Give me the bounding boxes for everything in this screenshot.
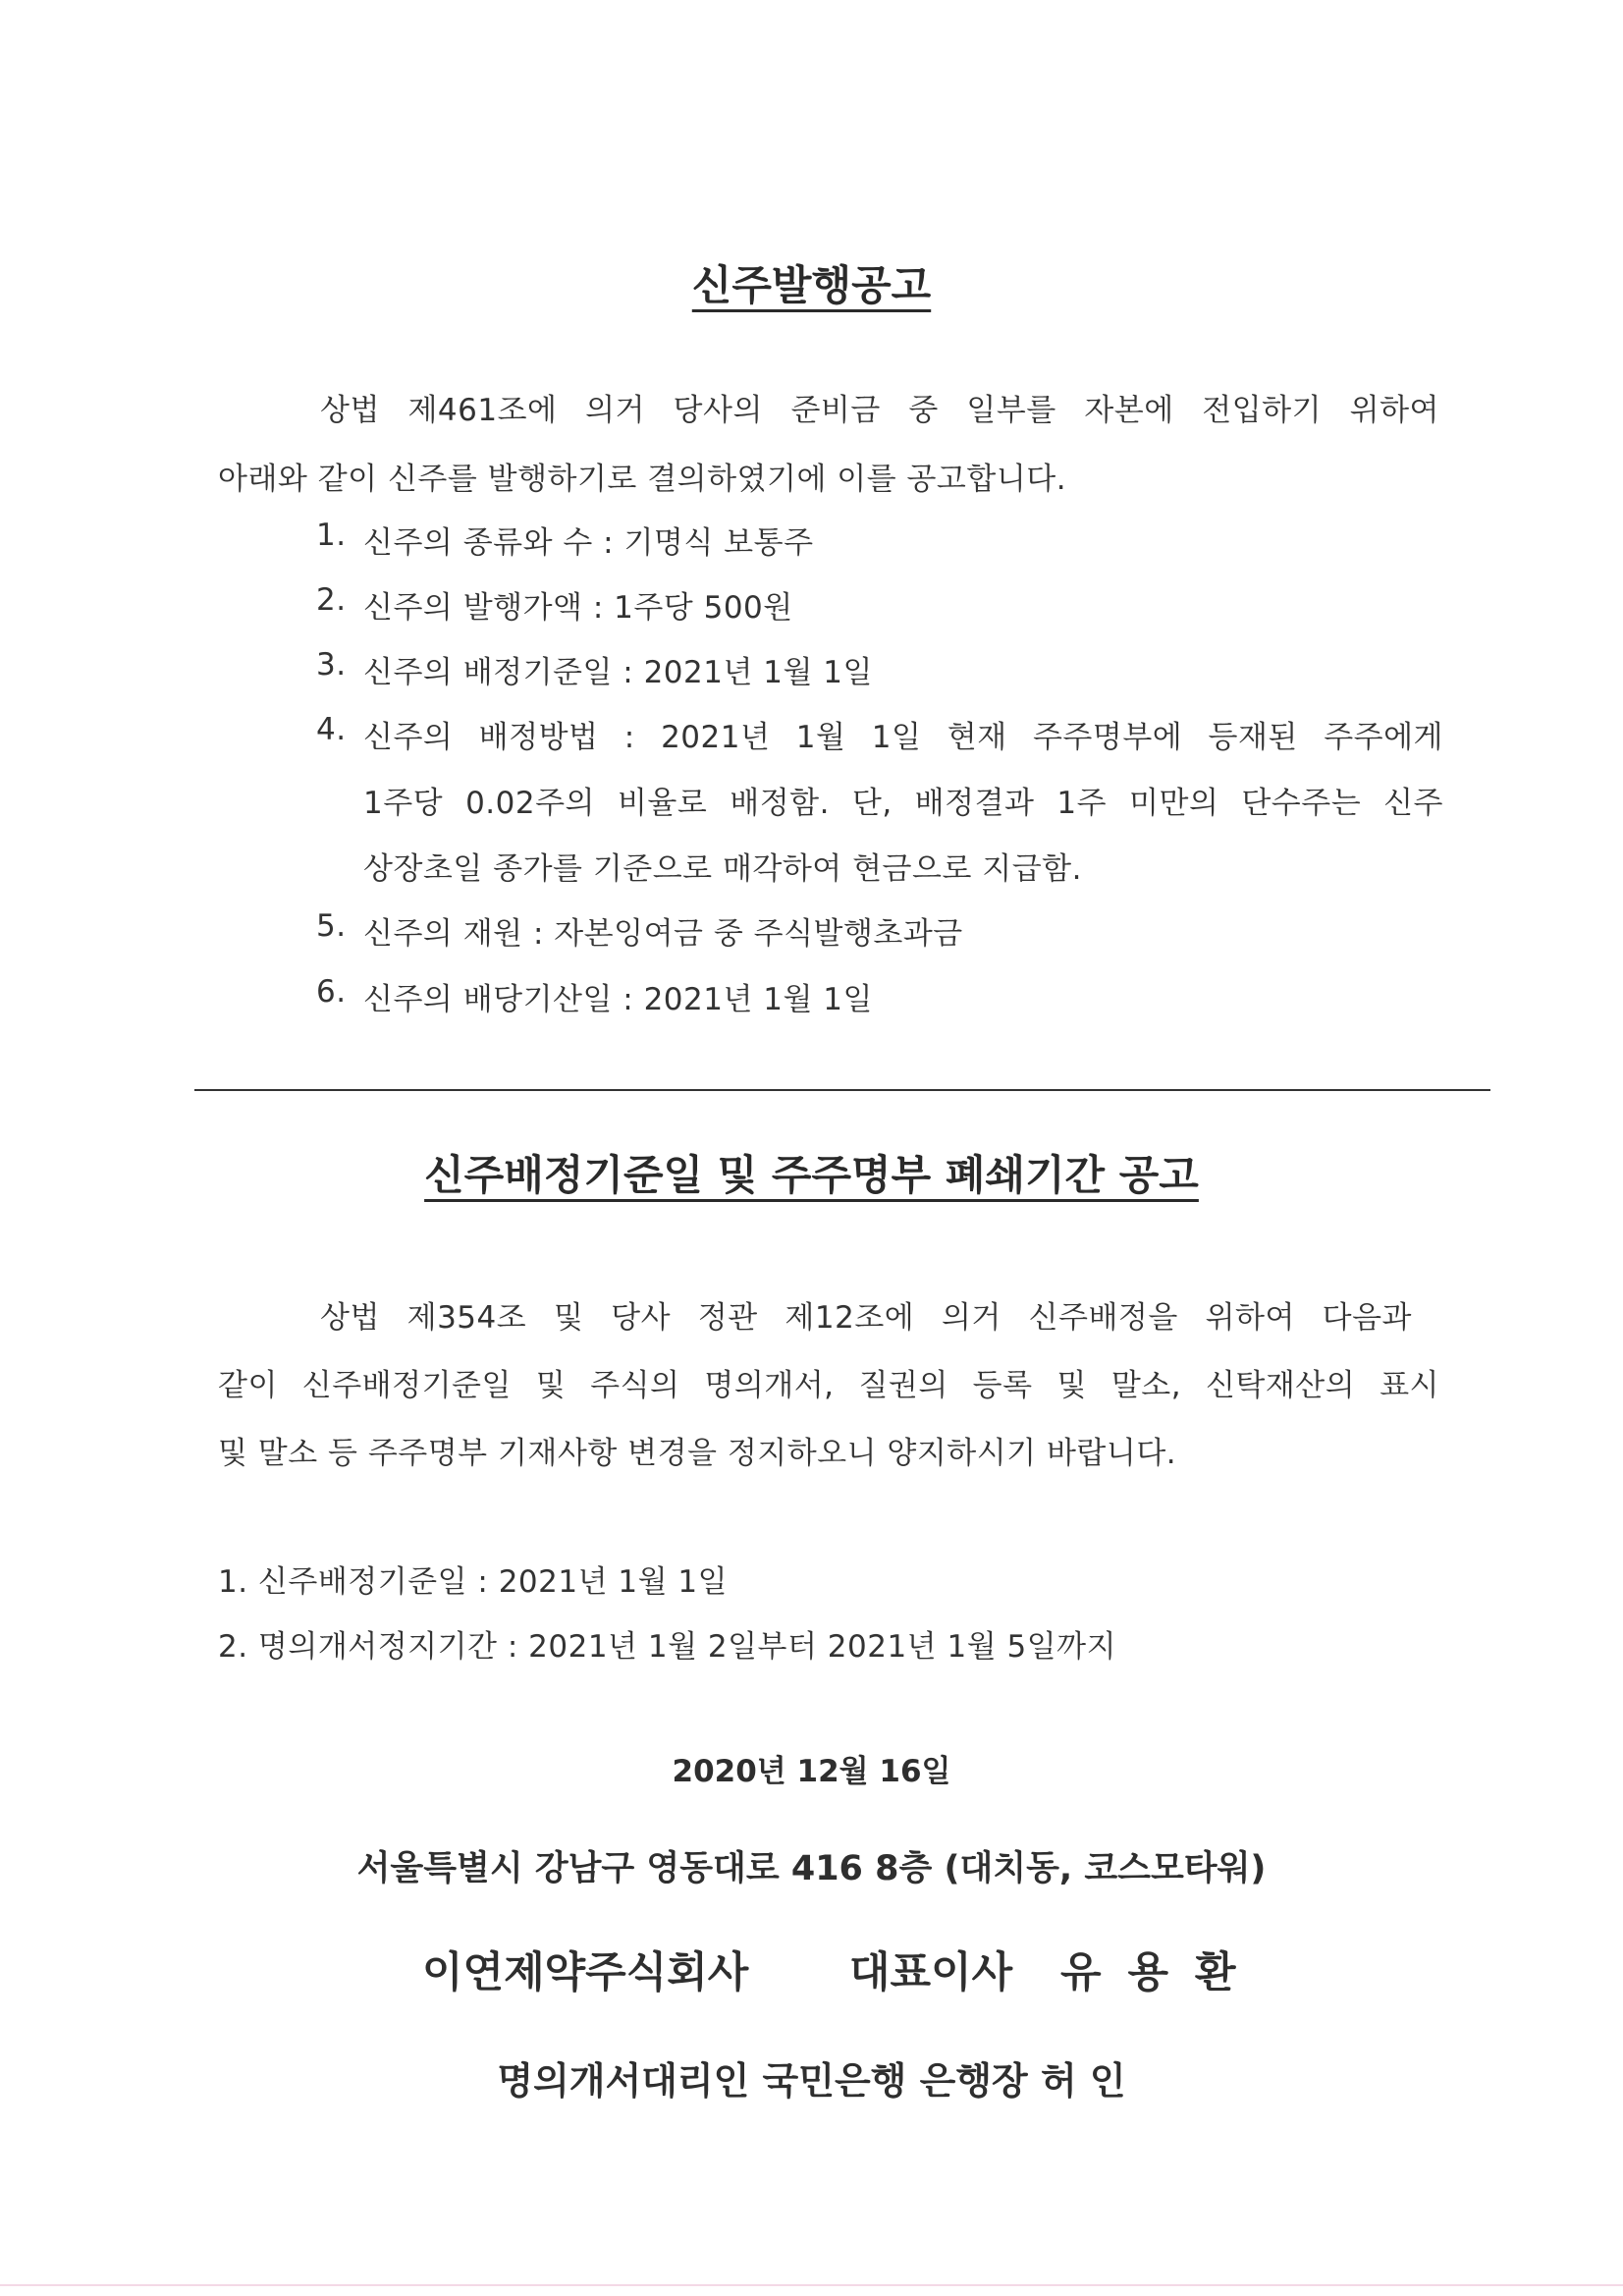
notice2-title: 신주배정기준일 및 주주명부 폐쇄기간 공고 — [424, 1151, 1199, 1199]
notice1-item-text: 신주의 배정방법 : 2021년 1월 1일 현재 주주명부에 등재된 주주에게 — [363, 720, 1443, 755]
transfer-agent: 명의개서대리인 국민은행 은행장 허 인 — [497, 2059, 1126, 2103]
notice1-item-text: 신주의 재원 : 자본잉여금 중 주식발행초과금 — [363, 916, 963, 952]
company-address: 서울특별시 강남구 영동대로 416 8층 (대치동, 코스모타워) — [356, 1849, 1267, 1888]
notice1-item-num: 4. — [316, 712, 347, 747]
section-divider — [194, 1089, 1490, 1091]
notice1-title: 신주발행공고 — [691, 261, 932, 309]
company-name: 이연제약주식회사 — [422, 1948, 749, 1997]
notice1-item-num: 6. — [316, 974, 347, 1010]
notice1-item-num: 5. — [316, 908, 347, 944]
notice1-item-text: 신주의 종류와 수 : 기명식 보통주 — [363, 525, 814, 561]
notice1-item-text: 상장초일 종가를 기준으로 매각하여 현금으로 지급함. — [363, 851, 1082, 887]
notice2-item: 2. 명의개서정지기간 : 2021년 1월 2일부터 2021년 1월 5일까지 — [218, 1629, 1117, 1665]
notice1-item-num: 1. — [316, 518, 347, 553]
notice2-intro-line1: 상법 제354조 및 당사 정관 제12조에 의거 신주배정을 위하여 다음과 — [320, 1300, 1412, 1336]
ceo-title: 대표이사 — [849, 1948, 1013, 1997]
notice1-intro-line1: 상법 제461조에 의거 당사의 준비금 중 일부를 자본에 전입하기 위하여 — [320, 393, 1439, 428]
notice1-intro-line2: 아래와 같이 신주를 발행하기로 결의하였기에 이를 공고합니다. — [218, 462, 1067, 497]
notice1-item-num: 3. — [316, 647, 347, 683]
notice-date: 2020년 12월 16일 — [672, 1754, 951, 1789]
notice1-item-text: 신주의 발행가액 : 1주당 500원 — [363, 590, 793, 626]
ceo-name: 유 용 환 — [1060, 1948, 1242, 1997]
notice1-item-text: 신주의 배당기산일 : 2021년 1월 1일 — [363, 982, 873, 1017]
notice2-intro-line3: 및 말소 등 주주명부 기재사항 변경을 정지하오니 양지하시기 바랍니다. — [218, 1436, 1177, 1471]
notice2-item: 1. 신주배정기준일 : 2021년 1월 1일 — [218, 1564, 729, 1600]
notice1-item-num: 2. — [316, 582, 347, 618]
notice1-item-text: 1주당 0.02주의 비율로 배정함. 단, 배정결과 1주 미만의 단수주는 신주 — [363, 786, 1443, 821]
notice2-intro-line2: 같이 신주배정기준일 및 주식의 명의개서, 질권의 등록 및 말소, 신탁재산의 표시 — [218, 1368, 1439, 1403]
notice1-item-text: 신주의 배정기준일 : 2021년 1월 1일 — [363, 655, 873, 690]
page-edge-line — [0, 2284, 1623, 2286]
